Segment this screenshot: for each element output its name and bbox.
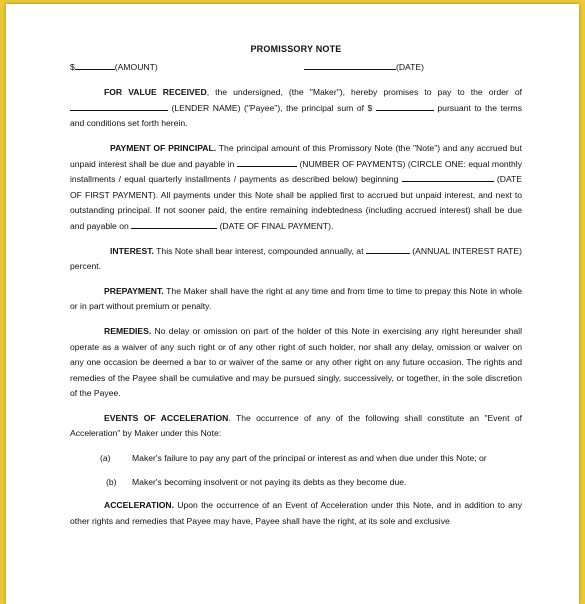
final-payment-date-blank[interactable] (131, 219, 217, 229)
acceleration-paragraph: ACCELERATION. Upon the occurrence of an Event of Acceleration under this Note, and in addition to any other rights and remedies that Payee may have, Payee shall have the right, at its sole and exclusive (70, 500, 522, 526)
remedies-heading: REMEDIES. (104, 325, 152, 336)
payment-of-principal-heading: PAYMENT OF PRINCIPAL. (110, 142, 217, 153)
item-a-text: Maker's failure to pay any part of the principal or interest as and when due under this Note; or (132, 453, 487, 464)
acceleration-heading: ACCELERATION. (104, 500, 175, 511)
page-bottom-fade (6, 588, 579, 604)
document-title: PROMISSORY NOTE (250, 44, 342, 54)
date-blank[interactable] (304, 60, 396, 70)
item-b-label: (b) (106, 476, 117, 487)
list-item (70, 451, 522, 467)
first-payment-date-blank[interactable] (402, 172, 494, 182)
value-received-paragraph: FOR VALUE RECEIVED, the undersigned, (the "Maker"), hereby promises to pay to the order of (LENDER NAME) ("Payee"), the principal sum of $ pursuant to the terms and conditions set forth herein. (70, 87, 523, 129)
events-of-acceleration-heading: EVENTS OF ACCELERATION (104, 412, 229, 423)
remedies-paragraph: REMEDIES. No delay or omission on part of the holder of this Note in exercising any right hereunder shall operate as a waiver of any such right or of any other right of such holder, nor shall any delay, omission or waiver on any one occasion be deemed a bar to or waiver of the same or any other right on any future occasion. The rights and remedies of the Payee shall be cumulative and may be pursued singly, successively, or together, in the sole discretion of the Payee. (70, 325, 522, 399)
interest-heading: INTEREST. (110, 245, 154, 256)
amount-blank[interactable] (75, 60, 115, 70)
number-of-payments-blank[interactable] (237, 157, 297, 167)
prepayment-paragraph: PREPAYMENT. The Maker shall have the right at any time and from time to time to prepay this Note in whole or in part without premium or penalty. (70, 285, 522, 312)
date-line: (DATE) (304, 60, 424, 76)
document-body (70, 42, 522, 538)
interest-rate-blank[interactable] (366, 244, 410, 254)
principal-sum-blank[interactable] (376, 101, 434, 111)
list-item (70, 475, 522, 491)
document-page (6, 4, 579, 604)
payment-of-principal-paragraph: PAYMENT OF PRINCIPAL. The principal amount of this Promissory Note (the "Note") and any accrued but unpaid interest shall be due and payable in (NUMBER OF PAYMENTS) (CIRCLE ONE: equal monthly installments / equal quarterly installments / payments as described below) beginning (DATE OF FIRST PAYMENT). All payments under this Note shall be applied first to accrued but unpaid interest, and next to outstanding principal. If not sooner paid, the entire remaining indebtedness (including accrued interest) shall be due and payable on (DATE OF FINAL PAYMENT). (70, 142, 523, 231)
prepayment-heading: PREPAYMENT. (104, 285, 164, 296)
interest-paragraph: INTEREST. This Note shall bear interest, compounded annually, at (ANNUAL INTEREST RATE) percent. (70, 245, 522, 272)
item-a-label: (a) (100, 453, 111, 464)
amount-date-row (70, 60, 522, 76)
amount-line: $ (AMOUNT) (70, 61, 158, 72)
value-received-heading: FOR VALUE RECEIVED (104, 87, 207, 98)
events-of-acceleration-paragraph: EVENTS OF ACCELERATION. The occurrence of any of the following shall constitute an "Event of Acceleration" by Maker under this Note: (70, 412, 522, 439)
lender-name-blank[interactable] (70, 101, 168, 111)
item-b-text: Maker's becoming insolvent or not paying its debts as they become due. (132, 476, 407, 487)
